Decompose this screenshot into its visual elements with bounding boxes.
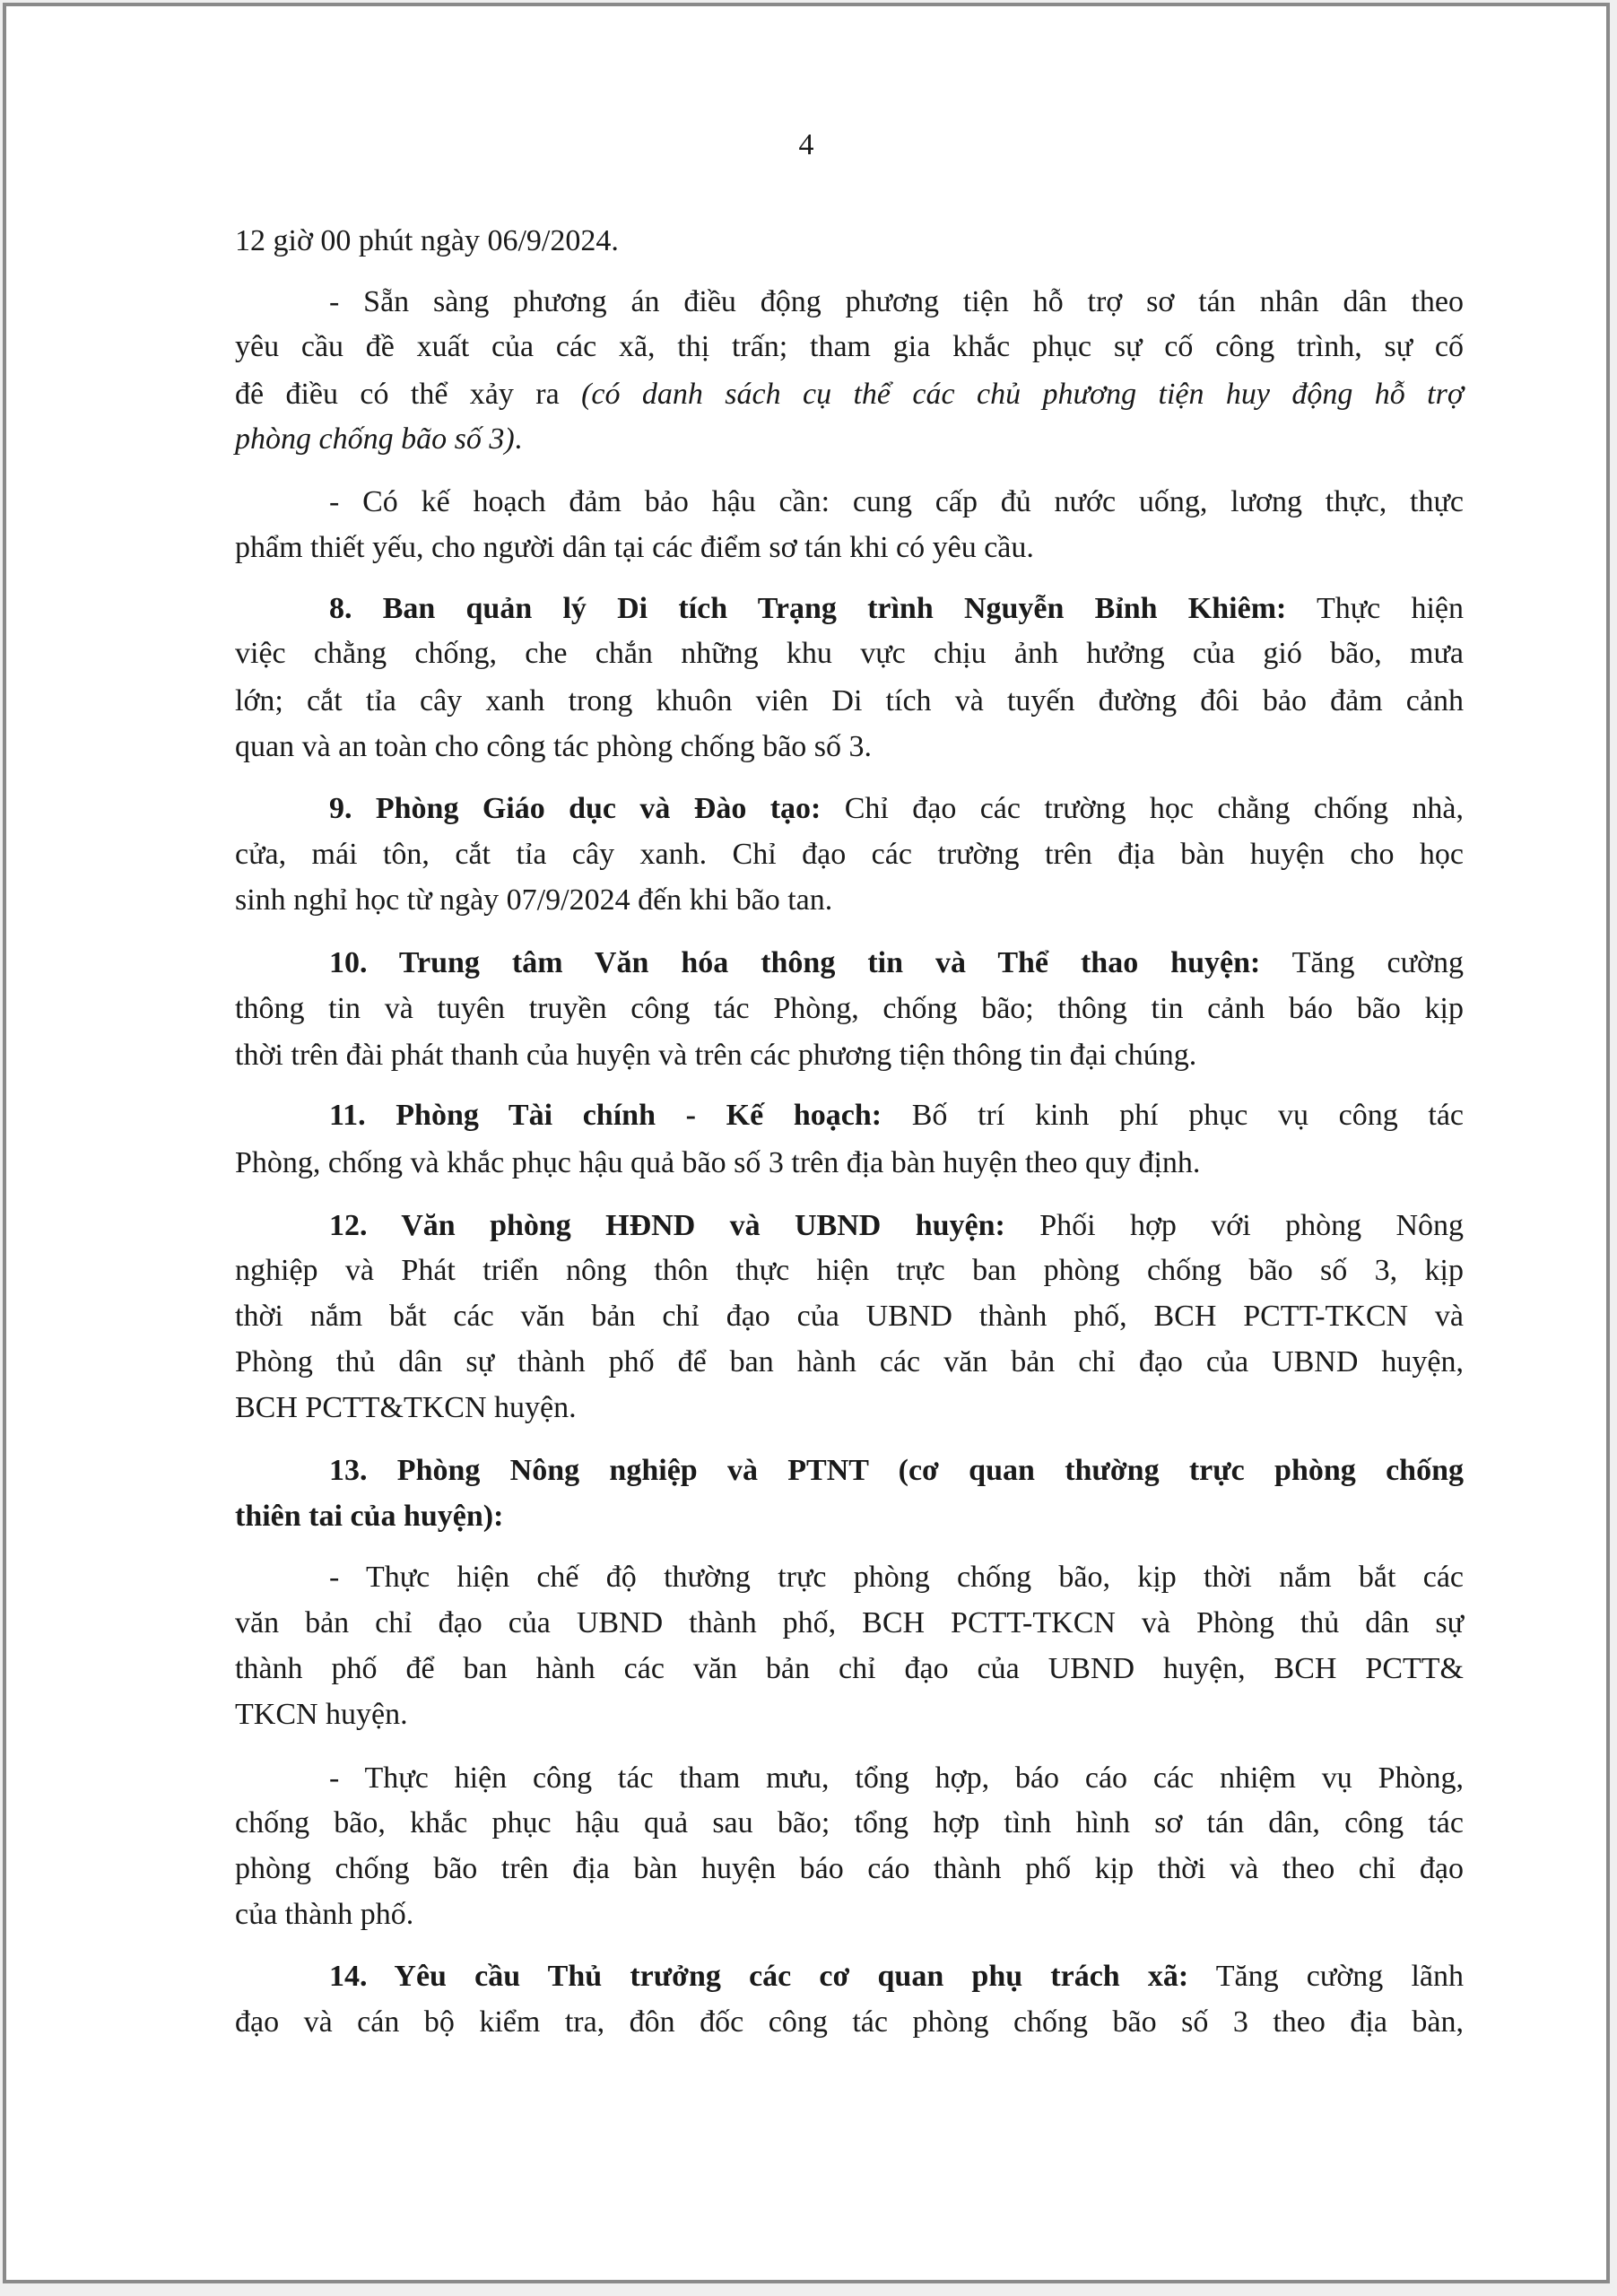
text-line: phẩm thiết yếu, cho người dân tại các điểm sơ tán khi có yêu cầu. <box>235 531 1034 564</box>
text-line <box>329 1957 1464 1996</box>
section-heading: 10. Trung tâm Văn hóa thông tin và Thể thao huyện: <box>329 946 1261 979</box>
text-run: Phối hợp với phòng Nông <box>1004 1209 1464 1242</box>
text-line: - Thực hiện công tác tham mưu, tổng hợp, báo cáo các nhiệm vụ Phòng, <box>329 1761 1464 1795</box>
text-line: TKCN huyện. <box>235 1698 408 1731</box>
text-line: lớn; cắt tỉa cây xanh trong khuôn viên Di tích và tuyến đường đôi bảo đảm cảnh <box>235 684 1464 718</box>
text-line <box>329 1096 1464 1135</box>
text-line <box>329 789 1464 829</box>
section-heading: 14. Yêu cầu Thủ trưởng các cơ quan phụ trách xã: <box>329 1960 1189 1993</box>
text-line <box>235 420 1464 459</box>
text-line: thời nắm bắt các văn bản chỉ đạo của UBND thành phố, BCH PCTT-TKCN và <box>235 1300 1464 1333</box>
text-line: nghiệp và Phát triển nông thôn thực hiện trực ban phòng chống bão số 3, kịp <box>235 1254 1464 1287</box>
text-line: 12 giờ 00 phút ngày 06/9/2024. <box>235 224 619 257</box>
text-line: đạo và cán bộ kiểm tra, đôn đốc công tác phòng chống bão số 3 theo địa bàn, <box>235 2005 1464 2039</box>
text-line: việc chằng chống, che chắn những khu vực chịu ảnh hưởng của gió bão, mưa <box>235 637 1464 670</box>
text-line: - Sẵn sàng phương án điều động phương tiện hỗ trợ sơ tán nhân dân theo <box>329 285 1464 318</box>
text-line: quan và an toàn cho công tác phòng chống bão số 3. <box>235 730 873 763</box>
section-heading: 12. Văn phòng HĐND và UBND huyện: <box>329 1209 1005 1242</box>
text-line <box>329 944 1464 983</box>
text-run: Tăng cường <box>1260 946 1464 979</box>
text-run: Thực hiện <box>1286 592 1464 625</box>
document-page <box>3 3 1610 2283</box>
text-line: thành phố để ban hành các văn bản chỉ đạo của UBND huyện, BCH PCTT& <box>235 1652 1464 1685</box>
section-heading: thiên tai của huyện): <box>235 1500 504 1533</box>
text-line <box>329 589 1464 629</box>
text-line: thời trên đài phát thanh của huyện và trên các phương tiện thông tin đại chúng. <box>235 1039 1197 1072</box>
section-heading: 11. Phòng Tài chính - Kế hoạch: <box>329 1099 882 1132</box>
text-line <box>329 1451 1464 1491</box>
section-heading: 8. Ban quản lý Di tích Trạng trình Nguyễn Bỉnh Khiêm: <box>329 592 1287 625</box>
section-heading: 9. Phòng Giáo dục và Đào tạo: <box>329 792 822 825</box>
text-line: Phòng, chống và khắc phục hậu quả bão số 3 trên địa bàn huyện theo quy định. <box>235 1146 1201 1179</box>
text-line: BCH PCTT&TKCN huyện. <box>235 1391 577 1424</box>
text-run: Bố trí kinh phí phục vụ công tác <box>882 1099 1464 1132</box>
text-line: sinh nghỉ học từ ngày 07/9/2024 đến khi bão tan. <box>235 883 833 917</box>
text-line: của thành phố. <box>235 1898 414 1931</box>
text-line: chống bão, khắc phục hậu quả sau bão; tổng hợp tình hình sơ tán dân, công tác <box>235 1806 1464 1839</box>
text-line: yêu cầu đề xuất của các xã, thị trấn; tham gia khắc phục sự cố công trình, sự cố <box>235 330 1464 363</box>
text-line: phòng chống bão trên địa bàn huyện báo cáo thành phố kịp thời và theo chỉ đạo <box>235 1852 1464 1885</box>
text-line: văn bản chỉ đạo của UBND thành phố, BCH PCTT-TKCN và Phòng thủ dân sự <box>235 1606 1464 1639</box>
text-run: đê điều có thể xảy ra <box>235 378 582 411</box>
text-line <box>329 1206 1464 1246</box>
page-number: 4 <box>798 128 814 161</box>
italic-note: phòng chống bão số 3) <box>235 422 515 456</box>
text-line: thông tin và tuyên truyền công tác Phòng, chống bão; thông tin cảnh báo bão kịp <box>235 992 1464 1025</box>
text-line <box>235 1497 1464 1536</box>
text-run: . <box>514 422 523 456</box>
text-run: Chỉ đạo các trường học chằng chống nhà, <box>821 792 1464 825</box>
text-line: cửa, mái tôn, cắt tỉa cây xanh. Chỉ đạo các trường trên địa bàn huyện cho học <box>235 838 1464 871</box>
text-run: Tăng cường lãnh <box>1188 1960 1465 1993</box>
italic-note: (có danh sách cụ thể các chủ phương tiện huy động hỗ trợ <box>581 378 1464 411</box>
section-heading: 13. Phòng Nông nghiệp và PTNT (cơ quan thường trực phòng chống <box>329 1454 1464 1487</box>
text-line: - Có kế hoạch đảm bảo hậu cần: cung cấp đủ nước uống, lương thực, thực <box>329 485 1464 518</box>
text-line: Phòng thủ dân sự thành phố để ban hành các văn bản chỉ đạo của UBND huyện, <box>235 1345 1464 1378</box>
text-line <box>235 375 1464 414</box>
text-line: - Thực hiện chế độ thường trực phòng chống bão, kịp thời nắm bắt các <box>329 1561 1464 1594</box>
